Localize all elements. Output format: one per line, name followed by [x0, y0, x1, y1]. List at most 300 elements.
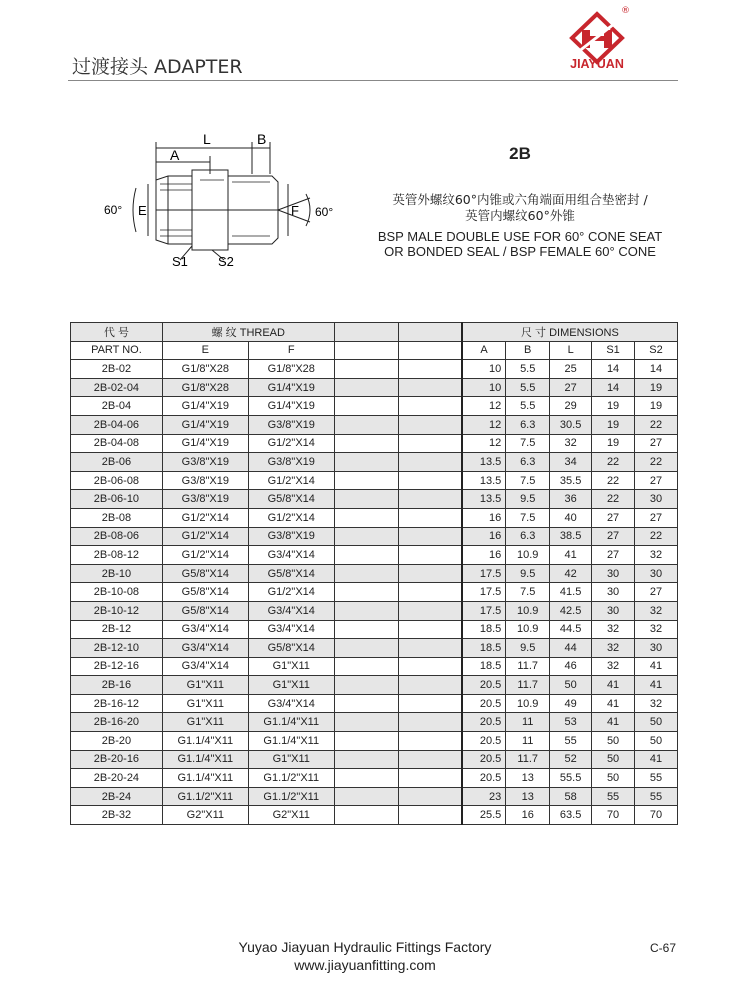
thread-E-cell: G2"X11 — [162, 806, 248, 825]
dim-B-cell: 9.5 — [506, 490, 550, 509]
table-row — [71, 378, 678, 397]
table-row — [71, 769, 678, 788]
part-no-cell: 2B-06 — [71, 453, 163, 472]
part-no-cell: 2B-12-16 — [71, 657, 163, 676]
thread-F-cell: G1.1/4"X11 — [248, 732, 334, 751]
table-row — [71, 750, 678, 769]
part-no-cell: 2B-08-12 — [71, 546, 163, 565]
table-row — [71, 583, 678, 602]
table-row — [71, 397, 678, 416]
part-no-cell: 2B-20 — [71, 732, 163, 751]
table-row — [71, 806, 678, 825]
dim-S2-cell: 32 — [635, 546, 678, 565]
part-no-cell: 2B-04-08 — [71, 434, 163, 453]
thread-E-cell: G3/4"X14 — [162, 620, 248, 639]
thread-F-cell: G3/8"X19 — [248, 527, 334, 546]
dim-S1-cell: 14 — [592, 378, 635, 397]
dim-S1-cell: 19 — [592, 397, 635, 416]
dim-A-cell: 20.5 — [462, 694, 506, 713]
blank-cell — [398, 583, 462, 602]
part-no-cell: 2B-08 — [71, 508, 163, 527]
header-col-S1: S1 — [592, 341, 635, 360]
dim-A-cell: 16 — [462, 527, 506, 546]
blank-cell — [334, 397, 398, 416]
blank-cell — [334, 601, 398, 620]
dim-L-cell: 63.5 — [550, 806, 592, 825]
dim-B-cell: 11.7 — [506, 657, 550, 676]
table-row — [71, 434, 678, 453]
blank-cell — [398, 750, 462, 769]
table-row — [71, 453, 678, 472]
dim-S2-cell: 41 — [635, 676, 678, 695]
dim-S1-cell: 27 — [592, 527, 635, 546]
thread-F-cell: G1/8"X28 — [248, 360, 334, 379]
dim-L-cell: 29 — [550, 397, 592, 416]
header-thread: 螺 纹 THREAD — [162, 323, 334, 342]
blank-cell — [398, 787, 462, 806]
part-code: 2B — [509, 144, 531, 163]
header-col-B: B — [506, 341, 550, 360]
header-col-A: A — [462, 341, 506, 360]
header-code-cn: 代 号 — [71, 323, 163, 342]
dim-B-cell: 11.7 — [506, 676, 550, 695]
dim-B-cell: 11.7 — [506, 750, 550, 769]
blank-cell — [334, 732, 398, 751]
thread-F-cell: G3/4"X14 — [248, 620, 334, 639]
dim-S2-cell: 70 — [635, 806, 678, 825]
dim-A-cell: 13.5 — [462, 471, 506, 490]
blank-cell — [334, 471, 398, 490]
dim-S2-cell: 50 — [635, 732, 678, 751]
dim-S1-label: S1 — [172, 254, 188, 269]
thread-F-cell: G1/2"X14 — [248, 471, 334, 490]
dim-A-cell: 17.5 — [462, 601, 506, 620]
description-en-line-2: OR BONDED SEAL / BSP FEMALE 60° CONE — [384, 244, 656, 259]
part-no-cell: 2B-16 — [71, 676, 163, 695]
thread-E-cell: G1/2"X14 — [162, 546, 248, 565]
header-dimensions: 尺 寸 DIMENSIONS — [462, 323, 678, 342]
adapter-drawing — [100, 128, 350, 270]
header-part-no: PART NO. — [71, 341, 163, 360]
dim-B-cell: 16 — [506, 806, 550, 825]
dim-S2-cell: 27 — [635, 583, 678, 602]
thread-F-cell: G3/4"X14 — [248, 601, 334, 620]
thread-E-cell: G3/4"X14 — [162, 639, 248, 658]
header-blank-1 — [334, 323, 398, 342]
dim-A-cell: 20.5 — [462, 769, 506, 788]
blank-cell — [398, 434, 462, 453]
thread-E-cell: G1/2"X14 — [162, 527, 248, 546]
dim-S2-cell: 32 — [635, 694, 678, 713]
dim-A-label: A — [170, 147, 180, 163]
dim-S1-cell: 22 — [592, 453, 635, 472]
table-row — [71, 676, 678, 695]
thread-E-cell: G1/4"X19 — [162, 415, 248, 434]
part-no-cell: 2B-20-24 — [71, 769, 163, 788]
dim-S2-cell: 22 — [635, 415, 678, 434]
thread-F-cell: G1/2"X14 — [248, 583, 334, 602]
thread-E-cell: G1.1/2"X11 — [162, 787, 248, 806]
part-no-cell: 2B-02 — [71, 360, 163, 379]
dim-B-cell: 5.5 — [506, 397, 550, 416]
description-cn-line-1: 英管外螺纹60°内锥或六角端面用组合垫密封 / — [392, 192, 648, 207]
description-en — [362, 229, 678, 259]
dim-L-cell: 53 — [550, 713, 592, 732]
part-no-cell: 2B-06-08 — [71, 471, 163, 490]
thread-E-cell: G1/8"X28 — [162, 378, 248, 397]
part-no-cell: 2B-06-10 — [71, 490, 163, 509]
blank-cell — [398, 676, 462, 695]
blank-cell — [334, 713, 398, 732]
dim-L-cell: 27 — [550, 378, 592, 397]
part-no-cell: 2B-24 — [71, 787, 163, 806]
table-row — [71, 713, 678, 732]
dim-F-label: F — [291, 203, 299, 218]
page-title: 过渡接头 ADAPTER — [72, 56, 243, 78]
dim-A-cell: 16 — [462, 546, 506, 565]
dim-S1-cell: 19 — [592, 415, 635, 434]
dim-S1-cell: 41 — [592, 694, 635, 713]
dim-S2-cell: 14 — [635, 360, 678, 379]
dim-B-cell: 6.3 — [506, 415, 550, 434]
thread-E-cell: G1/4"X19 — [162, 397, 248, 416]
thread-F-cell: G1/2"X14 — [248, 508, 334, 527]
dim-L-cell: 46 — [550, 657, 592, 676]
part-no-cell: 2B-04 — [71, 397, 163, 416]
header-col-E: E — [162, 341, 248, 360]
dim-S2-cell: 32 — [635, 601, 678, 620]
blank-cell — [398, 620, 462, 639]
thread-F-cell: G1"X11 — [248, 676, 334, 695]
blank-cell — [334, 583, 398, 602]
blank-cell — [398, 546, 462, 565]
dim-S1-cell: 30 — [592, 601, 635, 620]
dim-S1-cell: 41 — [592, 676, 635, 695]
thread-E-cell: G1"X11 — [162, 676, 248, 695]
thread-E-cell: G1/2"X14 — [162, 508, 248, 527]
angle-left-label: 60° — [104, 203, 123, 217]
dim-B-cell: 10.9 — [506, 601, 550, 620]
table-row — [71, 546, 678, 565]
dim-S2-cell: 41 — [635, 750, 678, 769]
dim-B-cell: 9.5 — [506, 639, 550, 658]
thread-E-cell: G1/8"X28 — [162, 360, 248, 379]
dim-B-cell: 10.9 — [506, 694, 550, 713]
blank-cell — [334, 453, 398, 472]
thread-F-cell: G1.1/2"X11 — [248, 787, 334, 806]
dim-L-cell: 42 — [550, 564, 592, 583]
table-row — [71, 787, 678, 806]
dim-A-cell: 17.5 — [462, 583, 506, 602]
thread-F-cell: G3/4"X14 — [248, 546, 334, 565]
dim-S2-cell: 30 — [635, 490, 678, 509]
dim-S2-cell: 30 — [635, 639, 678, 658]
header-col-F: F — [248, 341, 334, 360]
thread-F-cell: G1/2"X14 — [248, 434, 334, 453]
dim-A-cell: 20.5 — [462, 676, 506, 695]
blank-cell — [398, 490, 462, 509]
dim-S1-cell: 32 — [592, 639, 635, 658]
table-row — [71, 657, 678, 676]
dim-B-cell: 13 — [506, 769, 550, 788]
table-row — [71, 527, 678, 546]
header-rule — [68, 80, 678, 81]
header-col-L: L — [550, 341, 592, 360]
dim-L-cell: 36 — [550, 490, 592, 509]
dim-L-cell: 49 — [550, 694, 592, 713]
thread-F-cell: G2"X11 — [248, 806, 334, 825]
dim-L-cell: 25 — [550, 360, 592, 379]
blank-cell — [334, 564, 398, 583]
part-no-cell: 2B-02-04 — [71, 378, 163, 397]
thread-E-cell: G5/8"X14 — [162, 601, 248, 620]
table-row — [71, 601, 678, 620]
blank-cell — [334, 527, 398, 546]
dim-B-cell: 10.9 — [506, 546, 550, 565]
dim-S1-cell: 32 — [592, 620, 635, 639]
thread-F-cell: G1"X11 — [248, 750, 334, 769]
dim-L-cell: 42.5 — [550, 601, 592, 620]
dim-B-cell: 6.3 — [506, 527, 550, 546]
blank-cell — [398, 713, 462, 732]
table-row — [71, 694, 678, 713]
blank-cell — [334, 806, 398, 825]
table-row — [71, 471, 678, 490]
dim-A-cell: 20.5 — [462, 732, 506, 751]
thread-E-cell: G1"X11 — [162, 713, 248, 732]
part-no-cell: 2B-32 — [71, 806, 163, 825]
thread-F-cell: G5/8"X14 — [248, 639, 334, 658]
thread-E-cell: G1.1/4"X11 — [162, 750, 248, 769]
thread-F-cell: G3/8"X19 — [248, 415, 334, 434]
dim-A-cell: 20.5 — [462, 750, 506, 769]
dim-A-cell: 18.5 — [462, 657, 506, 676]
dim-L-cell: 44 — [550, 639, 592, 658]
table-header-row-2 — [71, 341, 678, 360]
blank-cell — [398, 639, 462, 658]
dim-B-cell: 7.5 — [506, 583, 550, 602]
thread-E-cell: G1/4"X19 — [162, 434, 248, 453]
blank-cell — [334, 508, 398, 527]
brand-name: JIAYUAN — [570, 57, 624, 71]
dim-S1-cell: 55 — [592, 787, 635, 806]
blank-cell — [398, 601, 462, 620]
dim-L-cell: 41.5 — [550, 583, 592, 602]
blank-cell — [398, 694, 462, 713]
blank-cell — [398, 508, 462, 527]
dim-S1-cell: 22 — [592, 490, 635, 509]
dim-A-cell: 12 — [462, 415, 506, 434]
dim-S1-cell: 30 — [592, 583, 635, 602]
blank-cell — [398, 564, 462, 583]
dim-S1-cell: 30 — [592, 564, 635, 583]
header-col-S2: S2 — [635, 341, 678, 360]
dim-L-cell: 34 — [550, 453, 592, 472]
dim-S2-cell: 19 — [635, 378, 678, 397]
blank-cell — [398, 527, 462, 546]
blank-cell — [334, 769, 398, 788]
dim-S2-cell: 27 — [635, 471, 678, 490]
dim-S2-cell: 19 — [635, 397, 678, 416]
dim-A-cell: 20.5 — [462, 713, 506, 732]
dim-B-cell: 9.5 — [506, 564, 550, 583]
thread-F-cell: G1.1/2"X11 — [248, 769, 334, 788]
table-row — [71, 639, 678, 658]
dim-S2-cell: 22 — [635, 527, 678, 546]
dim-S2-label: S2 — [218, 254, 234, 269]
blank-cell — [398, 471, 462, 490]
page-number: C-67 — [650, 941, 677, 955]
part-no-cell: 2B-10 — [71, 564, 163, 583]
thread-F-cell: G1"X11 — [248, 657, 334, 676]
part-no-cell: 2B-08-06 — [71, 527, 163, 546]
dim-S1-cell: 27 — [592, 546, 635, 565]
table-row — [71, 360, 678, 379]
dim-L-cell: 50 — [550, 676, 592, 695]
blank-cell — [398, 397, 462, 416]
thread-F-cell: G1/4"X19 — [248, 378, 334, 397]
thread-F-cell: G5/8"X14 — [248, 490, 334, 509]
blank-cell — [398, 360, 462, 379]
blank-cell — [398, 453, 462, 472]
header-blank-3 — [334, 341, 398, 360]
dim-A-cell: 10 — [462, 378, 506, 397]
dim-B-cell: 11 — [506, 732, 550, 751]
blank-cell — [334, 415, 398, 434]
thread-F-cell: G5/8"X14 — [248, 564, 334, 583]
dim-L-cell: 55 — [550, 732, 592, 751]
description-cn-line-2: 英管内螺纹60°外锥 — [465, 208, 575, 223]
dim-L-cell: 41 — [550, 546, 592, 565]
table-row — [71, 732, 678, 751]
blank-cell — [398, 415, 462, 434]
dim-B-cell: 13 — [506, 787, 550, 806]
table-header-row-1 — [71, 323, 678, 342]
dim-S2-cell: 41 — [635, 657, 678, 676]
thread-E-cell: G5/8"X14 — [162, 583, 248, 602]
thread-E-cell: G3/8"X19 — [162, 490, 248, 509]
thread-F-cell: G3/4"X14 — [248, 694, 334, 713]
blank-cell — [334, 546, 398, 565]
part-no-cell: 2B-16-20 — [71, 713, 163, 732]
dim-S2-cell: 27 — [635, 434, 678, 453]
thread-E-cell: G3/8"X19 — [162, 471, 248, 490]
dim-S2-cell: 50 — [635, 713, 678, 732]
dim-B-cell: 5.5 — [506, 360, 550, 379]
dim-S2-cell: 22 — [635, 453, 678, 472]
dim-E-label: E — [138, 203, 147, 218]
spec-table — [70, 322, 678, 825]
thread-F-cell: G1/4"X19 — [248, 397, 334, 416]
dim-S1-cell: 32 — [592, 657, 635, 676]
part-no-cell: 2B-12-10 — [71, 639, 163, 658]
table-row — [71, 508, 678, 527]
dim-B-cell: 5.5 — [506, 378, 550, 397]
dim-A-cell: 12 — [462, 434, 506, 453]
dim-L-cell: 32 — [550, 434, 592, 453]
footer — [0, 938, 730, 974]
dim-S1-cell: 19 — [592, 434, 635, 453]
dim-S1-cell: 50 — [592, 750, 635, 769]
dim-S2-cell: 55 — [635, 769, 678, 788]
dim-S1-cell: 70 — [592, 806, 635, 825]
thread-F-cell: G1.1/4"X11 — [248, 713, 334, 732]
table-row — [71, 490, 678, 509]
blank-cell — [334, 378, 398, 397]
dim-S2-cell: 30 — [635, 564, 678, 583]
footer-website: www.jiayuanfitting.com — [294, 957, 436, 973]
dim-B-cell: 11 — [506, 713, 550, 732]
blank-cell — [334, 360, 398, 379]
dim-A-cell: 13.5 — [462, 453, 506, 472]
dim-A-cell: 18.5 — [462, 620, 506, 639]
blank-cell — [334, 639, 398, 658]
dim-B-label: B — [257, 131, 267, 147]
dim-L-cell: 52 — [550, 750, 592, 769]
part-no-cell: 2B-12 — [71, 620, 163, 639]
dim-A-cell: 18.5 — [462, 639, 506, 658]
part-no-cell: 2B-16-12 — [71, 694, 163, 713]
description-cn — [362, 192, 678, 224]
dim-L-cell: 30.5 — [550, 415, 592, 434]
blank-cell — [334, 787, 398, 806]
dim-L-label: L — [203, 131, 211, 147]
blank-cell — [334, 694, 398, 713]
part-no-cell: 2B-10-08 — [71, 583, 163, 602]
table-row — [71, 620, 678, 639]
thread-E-cell: G5/8"X14 — [162, 564, 248, 583]
part-no-cell: 2B-04-06 — [71, 415, 163, 434]
header-blank-4 — [398, 341, 462, 360]
dim-B-cell: 7.5 — [506, 471, 550, 490]
thread-E-cell: G3/8"X19 — [162, 453, 248, 472]
blank-cell — [334, 676, 398, 695]
dim-B-cell: 6.3 — [506, 453, 550, 472]
dim-A-cell: 16 — [462, 508, 506, 527]
blank-cell — [334, 620, 398, 639]
dim-L-cell: 38.5 — [550, 527, 592, 546]
dim-A-cell: 12 — [462, 397, 506, 416]
dim-S1-cell: 14 — [592, 360, 635, 379]
description-en-line-1: BSP MALE DOUBLE USE FOR 60° CONE SEAT — [377, 229, 663, 244]
header-blank-2 — [398, 323, 462, 342]
thread-E-cell: G1.1/4"X11 — [162, 732, 248, 751]
dim-S1-cell: 50 — [592, 732, 635, 751]
dim-L-cell: 44.5 — [550, 620, 592, 639]
dim-S1-cell: 50 — [592, 769, 635, 788]
blank-cell — [398, 769, 462, 788]
blank-cell — [334, 490, 398, 509]
blank-cell — [334, 657, 398, 676]
dim-A-cell: 10 — [462, 360, 506, 379]
dim-B-cell: 7.5 — [506, 434, 550, 453]
dim-S1-cell: 41 — [592, 713, 635, 732]
thread-E-cell: G3/4"X14 — [162, 657, 248, 676]
dim-A-cell: 13.5 — [462, 490, 506, 509]
part-no-cell: 2B-20-16 — [71, 750, 163, 769]
dim-L-cell: 55.5 — [550, 769, 592, 788]
dim-S2-cell: 27 — [635, 508, 678, 527]
blank-cell — [398, 657, 462, 676]
dim-S2-cell: 55 — [635, 787, 678, 806]
dim-A-cell: 17.5 — [462, 564, 506, 583]
dim-B-cell: 7.5 — [506, 508, 550, 527]
dim-S1-cell: 22 — [592, 471, 635, 490]
dim-A-cell: 23 — [462, 787, 506, 806]
part-no-cell: 2B-10-12 — [71, 601, 163, 620]
dim-S2-cell: 32 — [635, 620, 678, 639]
dim-L-cell: 40 — [550, 508, 592, 527]
